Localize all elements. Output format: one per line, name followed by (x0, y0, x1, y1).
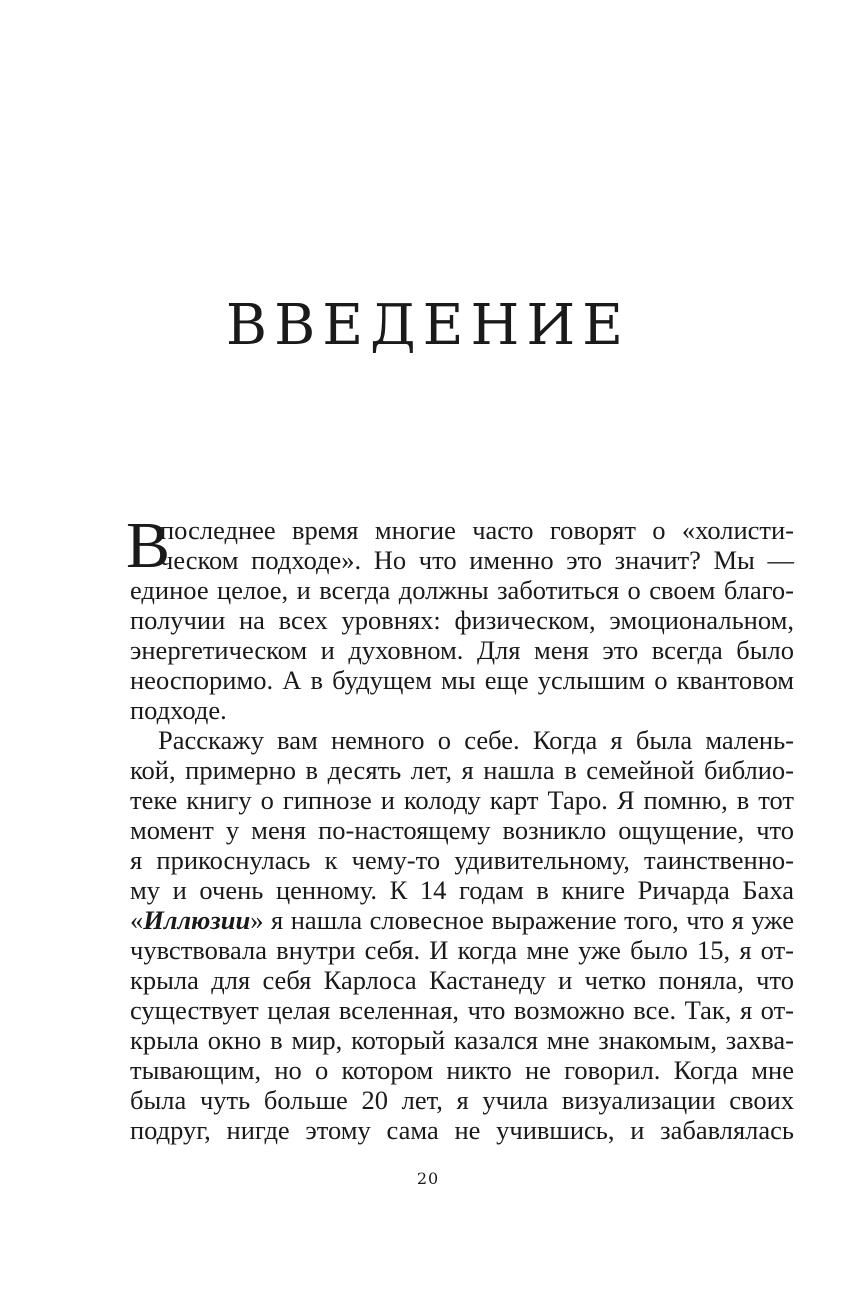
paragraph1-line-5: энергетическом и духовном. Для меня это всегда было (130, 635, 794, 665)
paragraph2-line-12: тывающим, но о котором никто не говорил. Когда мне (130, 1055, 794, 1085)
paragraph2-line-6: му и очень ценному. К 14 годам в книге Ричарда Баха (130, 875, 794, 905)
drop-cap: В (126, 509, 171, 582)
paragraph2-line-1: Расскажу вам немного о себе. Когда я была малень- (158, 725, 794, 755)
paragraph2-line-8: чувствовала внутри себя. И когда мне уже было 15, я от- (130, 935, 794, 965)
paragraph1-line-7: подходе. (130, 695, 227, 725)
paragraph1-line-2 (130, 545, 794, 575)
chapter-title: ВВЕДЕНИЕ (225, 293, 631, 358)
paragraph2-line-10: существует целая вселенная, что возможно все. Так, я от- (130, 995, 794, 1025)
text-line: ческом подходе». Но что именно это значит? Мы — (160, 545, 794, 575)
paragraph2-line-3: теке книгу о гипнозе и колоду карт Таро. Я помню, в тот (130, 785, 794, 815)
quote-open: « (130, 905, 144, 935)
paragraph1-line-3: единое целое, и всегда должны заботиться о своем благо- (130, 575, 794, 605)
paragraph2-line-7 (130, 905, 794, 935)
text-line: последнее время многие часто говорят о «холисти- (160, 515, 794, 545)
body-text (126, 509, 794, 1145)
paragraph2-line-2: кой, примерно в десять лет, я нашла в семейной библио- (130, 755, 794, 785)
paragraph2-line-4: момент у меня по-настоящему возникло ощущение, что (130, 815, 794, 845)
paragraph1-line-6: неоспоримо. А в будущем мы еще услышим о квантовом (130, 665, 794, 695)
book-title-illusions: Иллюзии (143, 905, 251, 935)
paragraph1-line-4: получии на всех уровнях: физическом, эмоциональном, (130, 605, 794, 635)
paragraph2-line-14: подруг, нигде этому сама не учившись, и забавлялась (130, 1115, 794, 1145)
paragraph2-line-13: была чуть больше 20 лет, я учила визуализации своих (130, 1085, 794, 1115)
quote-rest: » я нашла словесное выражение того, что я уже (250, 905, 794, 935)
paragraph2-line-5: я прикоснулась к чему-то удивительному, таинственно- (130, 845, 794, 875)
paragraph2-line-11: крыла окно в мир, который казался мне знакомым, захва- (130, 1025, 794, 1055)
paragraph2-line-9: крыла для себя Карлоса Кастанеду и четко поняла, что (130, 965, 794, 995)
page-number: 20 (416, 1169, 440, 1188)
